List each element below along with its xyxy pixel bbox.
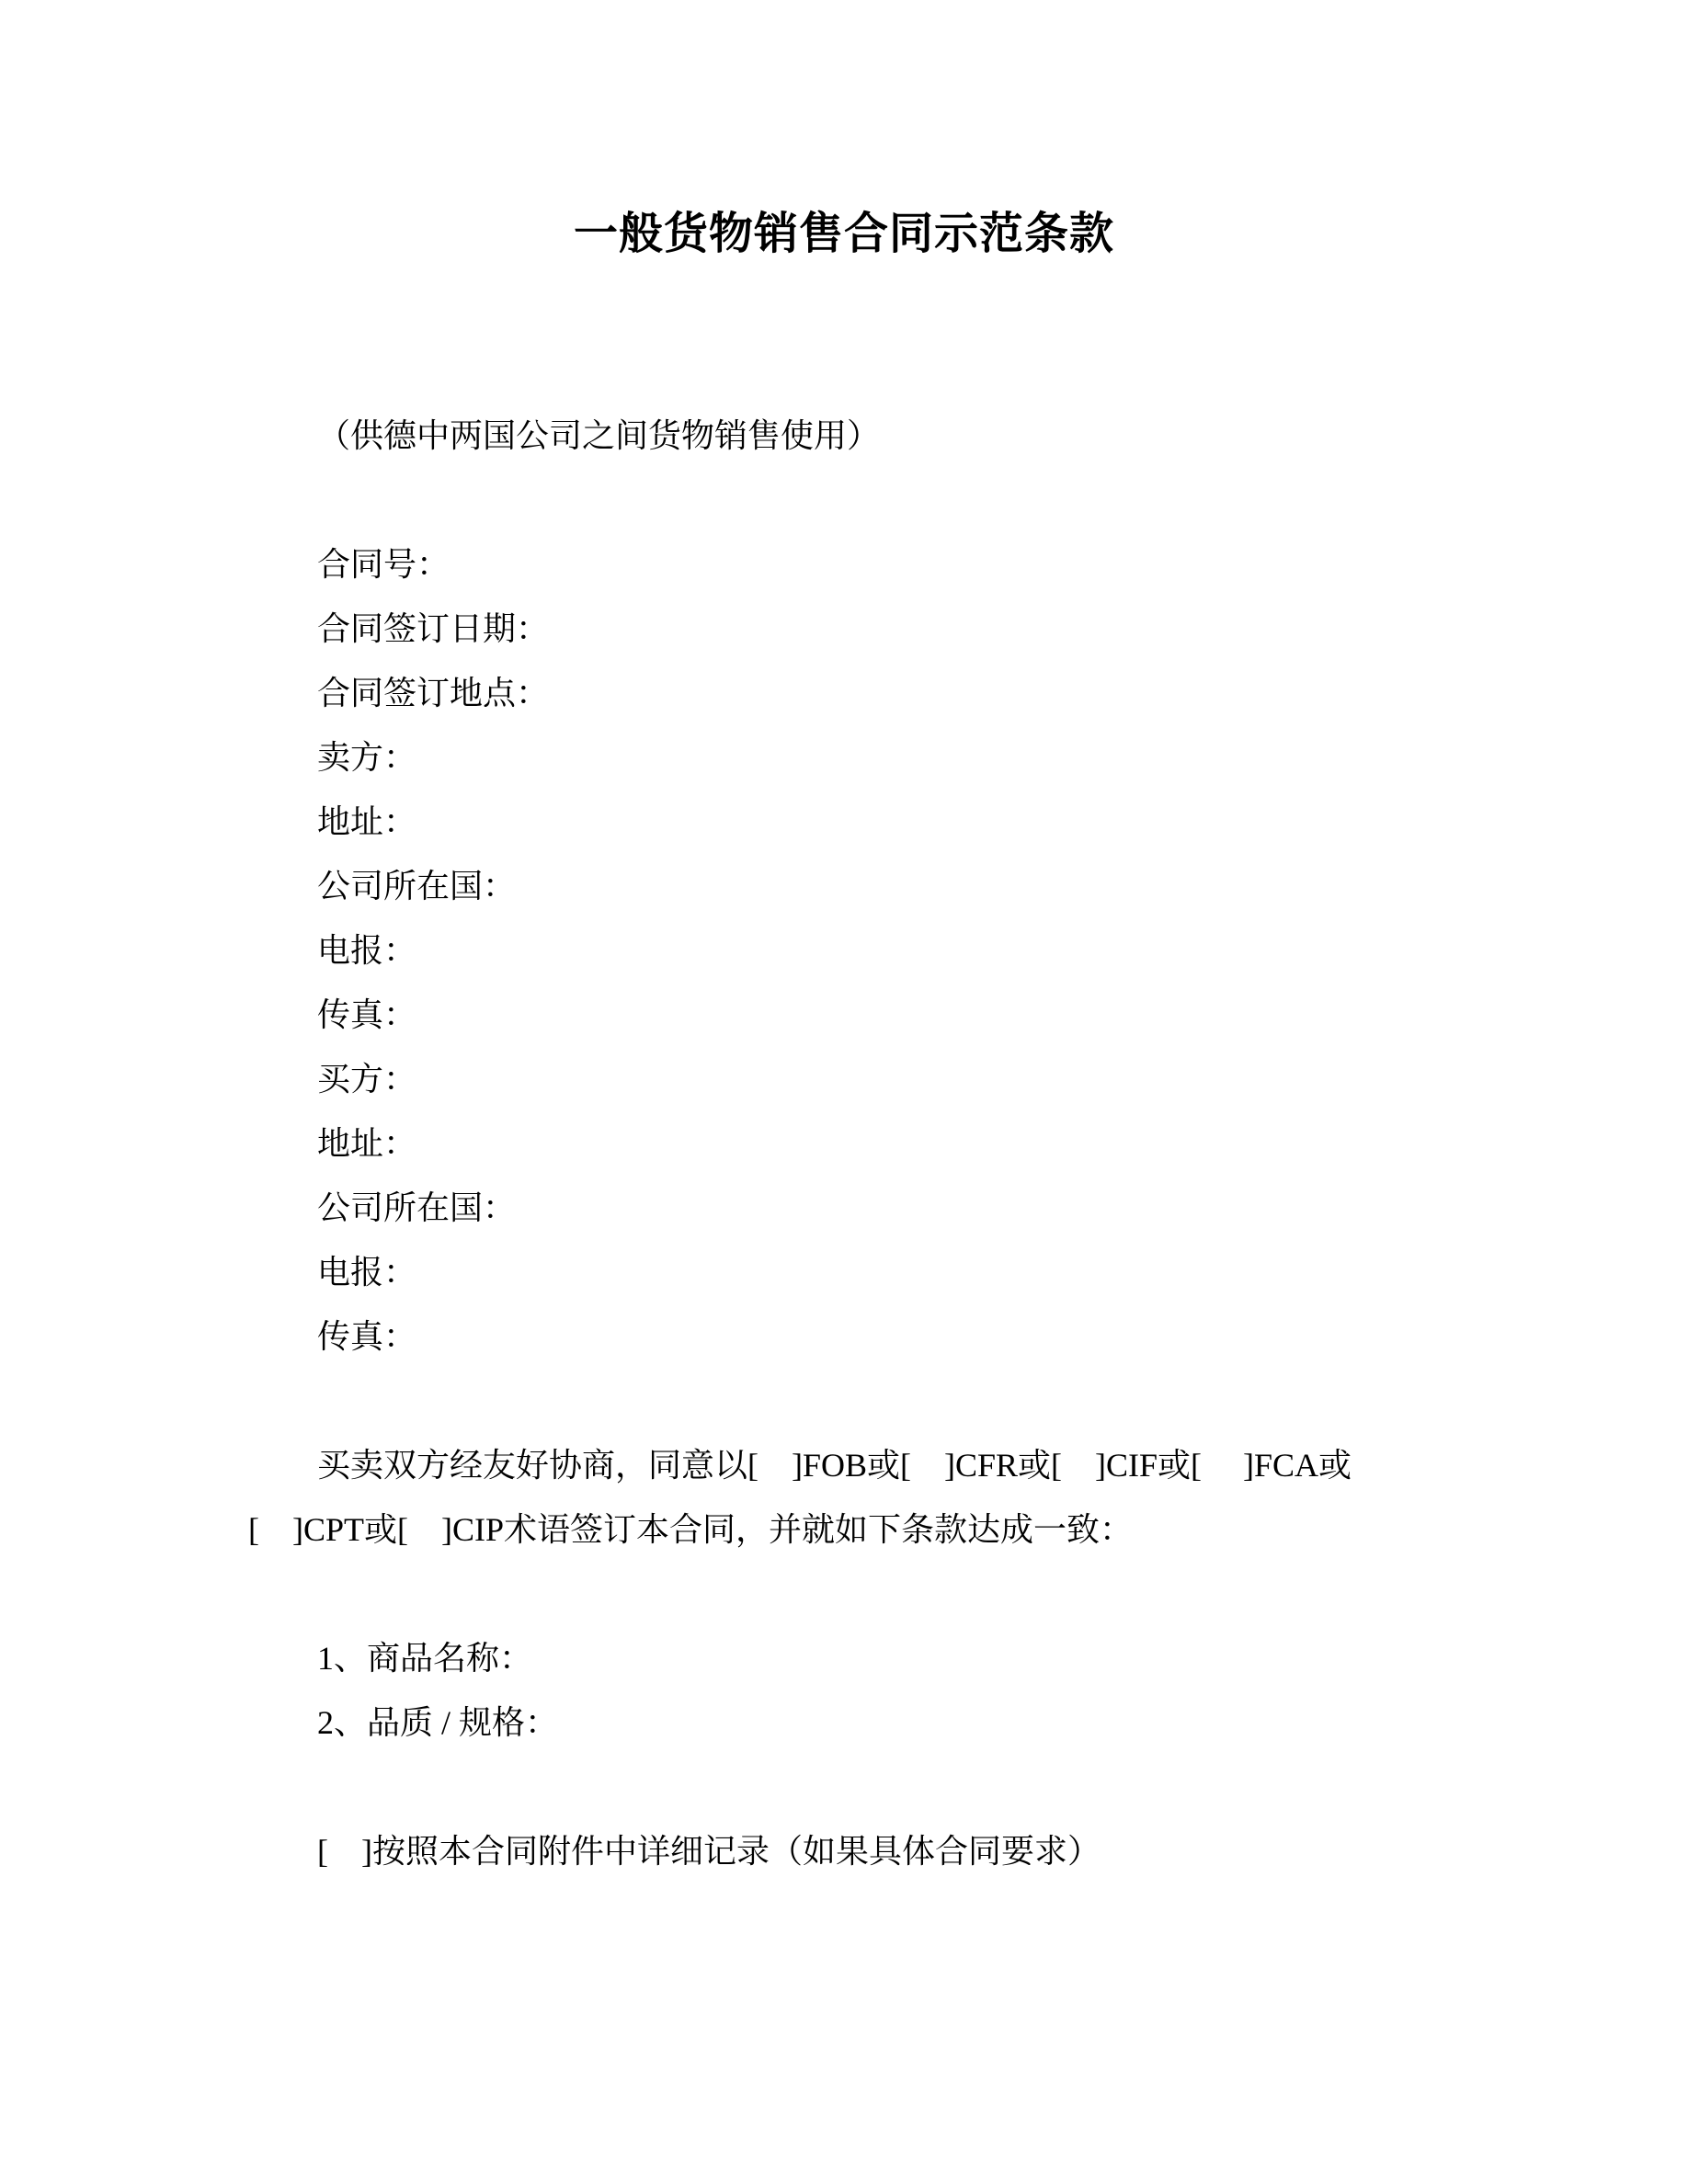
- agreement-paragraph-line-1: 买卖双方经友好协商，同意以[ ]FOB或[ ]CFR或[ ]CIF或[ ]FCA或: [317, 1447, 1352, 1484]
- field-seller: 卖方：: [317, 739, 417, 776]
- field-buyer: 买方：: [317, 1061, 417, 1098]
- field-seller-fax: 传真：: [317, 996, 417, 1033]
- field-signing-date: 合同签订日期：: [317, 610, 550, 647]
- agreement-paragraph-line-2: [ ]CPT或[ ]CIP术语签订本合同，并就如下条款达成一致：: [248, 1511, 1133, 1548]
- field-seller-telegraph: 电报：: [317, 932, 417, 969]
- document-title: 一般货物销售合同示范条款: [573, 210, 1114, 258]
- item-quality-specification: 2、品质 / 规格：: [317, 1704, 559, 1741]
- field-signing-place: 合同签订地点：: [317, 675, 550, 711]
- field-buyer-address: 地址：: [317, 1125, 417, 1162]
- field-seller-country: 公司所在国：: [317, 868, 517, 904]
- field-seller-address: 地址：: [317, 803, 417, 840]
- option-attachment-record: [ ]按照本合同附件中详细记录（如果具体合同要求）: [317, 1833, 1101, 1870]
- document-subtitle: （供德中两国公司之间货物销售使用）: [317, 417, 881, 454]
- field-buyer-telegraph: 电报：: [317, 1254, 417, 1291]
- field-buyer-country: 公司所在国：: [317, 1189, 517, 1226]
- field-buyer-fax: 传真：: [317, 1318, 417, 1355]
- item-commodity-name: 1、商品名称：: [317, 1640, 533, 1677]
- field-contract-number: 合同号：: [317, 546, 451, 583]
